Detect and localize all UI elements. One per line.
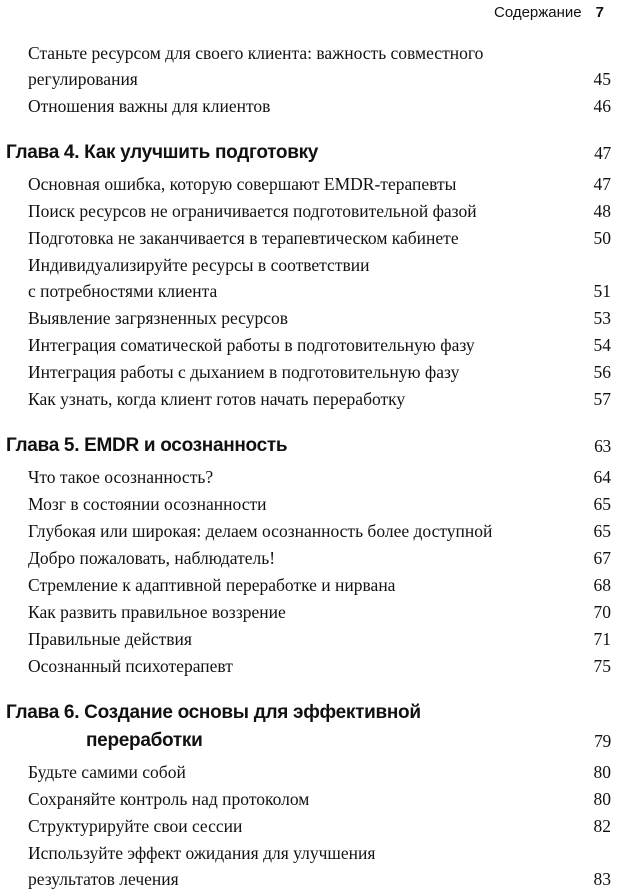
toc-entry-title-line: Станьте ресурсом для своего клиента: важность совместного bbox=[28, 43, 484, 63]
toc-entry-page: 67 bbox=[593, 548, 611, 568]
toc-entry-title-line: результатов лечения bbox=[28, 869, 179, 889]
chapter-page: 47 bbox=[594, 143, 611, 163]
chapter-title: Глава 5. EMDR и осознанность bbox=[6, 435, 288, 456]
toc-entry[interactable] bbox=[0, 599, 628, 625]
toc-entry-title-line: Стремление к адаптивной переработке и нирвана bbox=[28, 575, 396, 595]
chapter-heading[interactable] bbox=[0, 432, 628, 460]
toc-entry-page: 51 bbox=[593, 281, 611, 301]
toc-entry-title-line: Правильные действия bbox=[28, 629, 192, 649]
toc-entry-title-line: Основная ошибка, которую совершают EMDR-терапевты bbox=[28, 174, 457, 194]
toc-entry-title-line: Поиск ресурсов не ограничивается подготовительной фазой bbox=[28, 201, 477, 221]
toc-entry-page: 71 bbox=[593, 629, 611, 649]
chapter-heading[interactable] bbox=[0, 699, 628, 755]
toc-entry-page: 68 bbox=[593, 575, 611, 595]
toc-entry-page: 65 bbox=[593, 521, 611, 541]
toc-entry-page: 70 bbox=[593, 602, 611, 622]
toc-entry[interactable] bbox=[0, 491, 628, 517]
toc-entry-page: 54 bbox=[593, 335, 611, 355]
toc-entry-title-line: Индивидуализируйте ресурсы в соответствии bbox=[28, 255, 370, 275]
toc-entry-title-line: Структурируйте свои сессии bbox=[28, 816, 243, 836]
toc-entry-page: 82 bbox=[593, 816, 611, 836]
toc-entry[interactable] bbox=[0, 653, 628, 679]
toc-entry[interactable] bbox=[0, 225, 628, 251]
toc-entry[interactable] bbox=[0, 572, 628, 598]
chapter-title-continuation: переработки bbox=[86, 730, 203, 751]
toc-entry-page: 65 bbox=[593, 494, 611, 514]
toc-entry[interactable] bbox=[0, 40, 628, 92]
toc-entry-title-line: Сохраняйте контроль над протоколом bbox=[28, 789, 310, 809]
toc-entry-title-line: с потребностями клиента bbox=[28, 281, 218, 301]
toc-entry-page: 64 bbox=[593, 467, 611, 487]
toc-entry[interactable] bbox=[0, 386, 628, 412]
toc-entry-page: 50 bbox=[593, 228, 611, 248]
toc-entry-title-line: Используйте эффект ожидания для улучшения bbox=[28, 843, 376, 863]
chapter-title: Глава 4. Как улучшить подготовку bbox=[6, 142, 319, 163]
toc-entry-page: 47 bbox=[593, 174, 611, 194]
toc-entry-title-line: Подготовка не заканчивается в терапевтическом кабинете bbox=[28, 228, 459, 248]
toc-entry[interactable] bbox=[0, 171, 628, 197]
toc-entry-title-line: Отношения важны для клиентов bbox=[28, 96, 271, 116]
toc-entry-page: 56 bbox=[593, 362, 611, 382]
chapter-page: 79 bbox=[594, 731, 611, 751]
table-of-contents bbox=[0, 40, 628, 892]
toc-entry-title-line: регулирования bbox=[28, 69, 138, 89]
header-section-title: Содержание bbox=[493, 4, 582, 21]
toc-entry-title-line: Что такое осознанность? bbox=[28, 467, 214, 487]
toc-entry[interactable] bbox=[0, 786, 628, 812]
toc-entry-page: 75 bbox=[593, 656, 611, 676]
toc-entry-title-line: Как развить правильное воззрение bbox=[28, 602, 286, 622]
toc-entry[interactable] bbox=[0, 252, 628, 304]
toc-entry-title-line: Выявление загрязненных ресурсов bbox=[28, 308, 288, 328]
toc-entry-title-line: Интеграция соматической работы в подготовительную фазу bbox=[28, 335, 475, 355]
toc-entry-page: 45 bbox=[593, 69, 611, 89]
toc-entry-page: 80 bbox=[593, 789, 611, 809]
toc-entry[interactable] bbox=[0, 305, 628, 331]
toc-entry[interactable] bbox=[0, 813, 628, 839]
toc-entry-page: 53 bbox=[593, 308, 611, 328]
toc-entry[interactable] bbox=[0, 759, 628, 785]
chapter-heading[interactable] bbox=[0, 139, 628, 167]
toc-entry-page: 80 bbox=[593, 762, 611, 782]
toc-entry-title-line: Как узнать, когда клиент готов начать переработку bbox=[28, 389, 406, 409]
chapter-page: 63 bbox=[594, 436, 611, 456]
toc-entry[interactable] bbox=[0, 545, 628, 571]
toc-entry[interactable] bbox=[0, 332, 628, 358]
header-page-number: 7 bbox=[595, 4, 604, 21]
toc-entry[interactable] bbox=[0, 840, 628, 892]
toc-entry[interactable] bbox=[0, 518, 628, 544]
toc-entry-page: 46 bbox=[593, 96, 611, 116]
toc-entry[interactable] bbox=[0, 198, 628, 224]
toc-entry-title-line: Интеграция работы с дыханием в подготовительную фазу bbox=[28, 362, 460, 382]
toc-entry-title-line: Добро пожаловать, наблюдатель! bbox=[28, 548, 276, 568]
chapter-title: Глава 6. Создание основы для эффективной bbox=[6, 702, 421, 723]
toc-entry-title-line: Глубокая или широкая: делаем осознанность более доступной bbox=[28, 521, 493, 541]
toc-entry-title-line: Мозг в состоянии осознанности bbox=[28, 494, 267, 514]
toc-entry[interactable] bbox=[0, 359, 628, 385]
toc-entry-page: 48 bbox=[593, 201, 611, 221]
toc-entry[interactable] bbox=[0, 464, 628, 490]
toc-entry-page: 57 bbox=[593, 389, 611, 409]
toc-entry-title-line: Будьте самими собой bbox=[28, 762, 186, 782]
toc-entry-title-line: Осознанный психотерапевт bbox=[28, 656, 233, 676]
running-header bbox=[494, 4, 604, 21]
toc-entry[interactable] bbox=[0, 93, 628, 119]
toc-entry-page: 83 bbox=[593, 869, 611, 889]
toc-entry[interactable] bbox=[0, 626, 628, 652]
